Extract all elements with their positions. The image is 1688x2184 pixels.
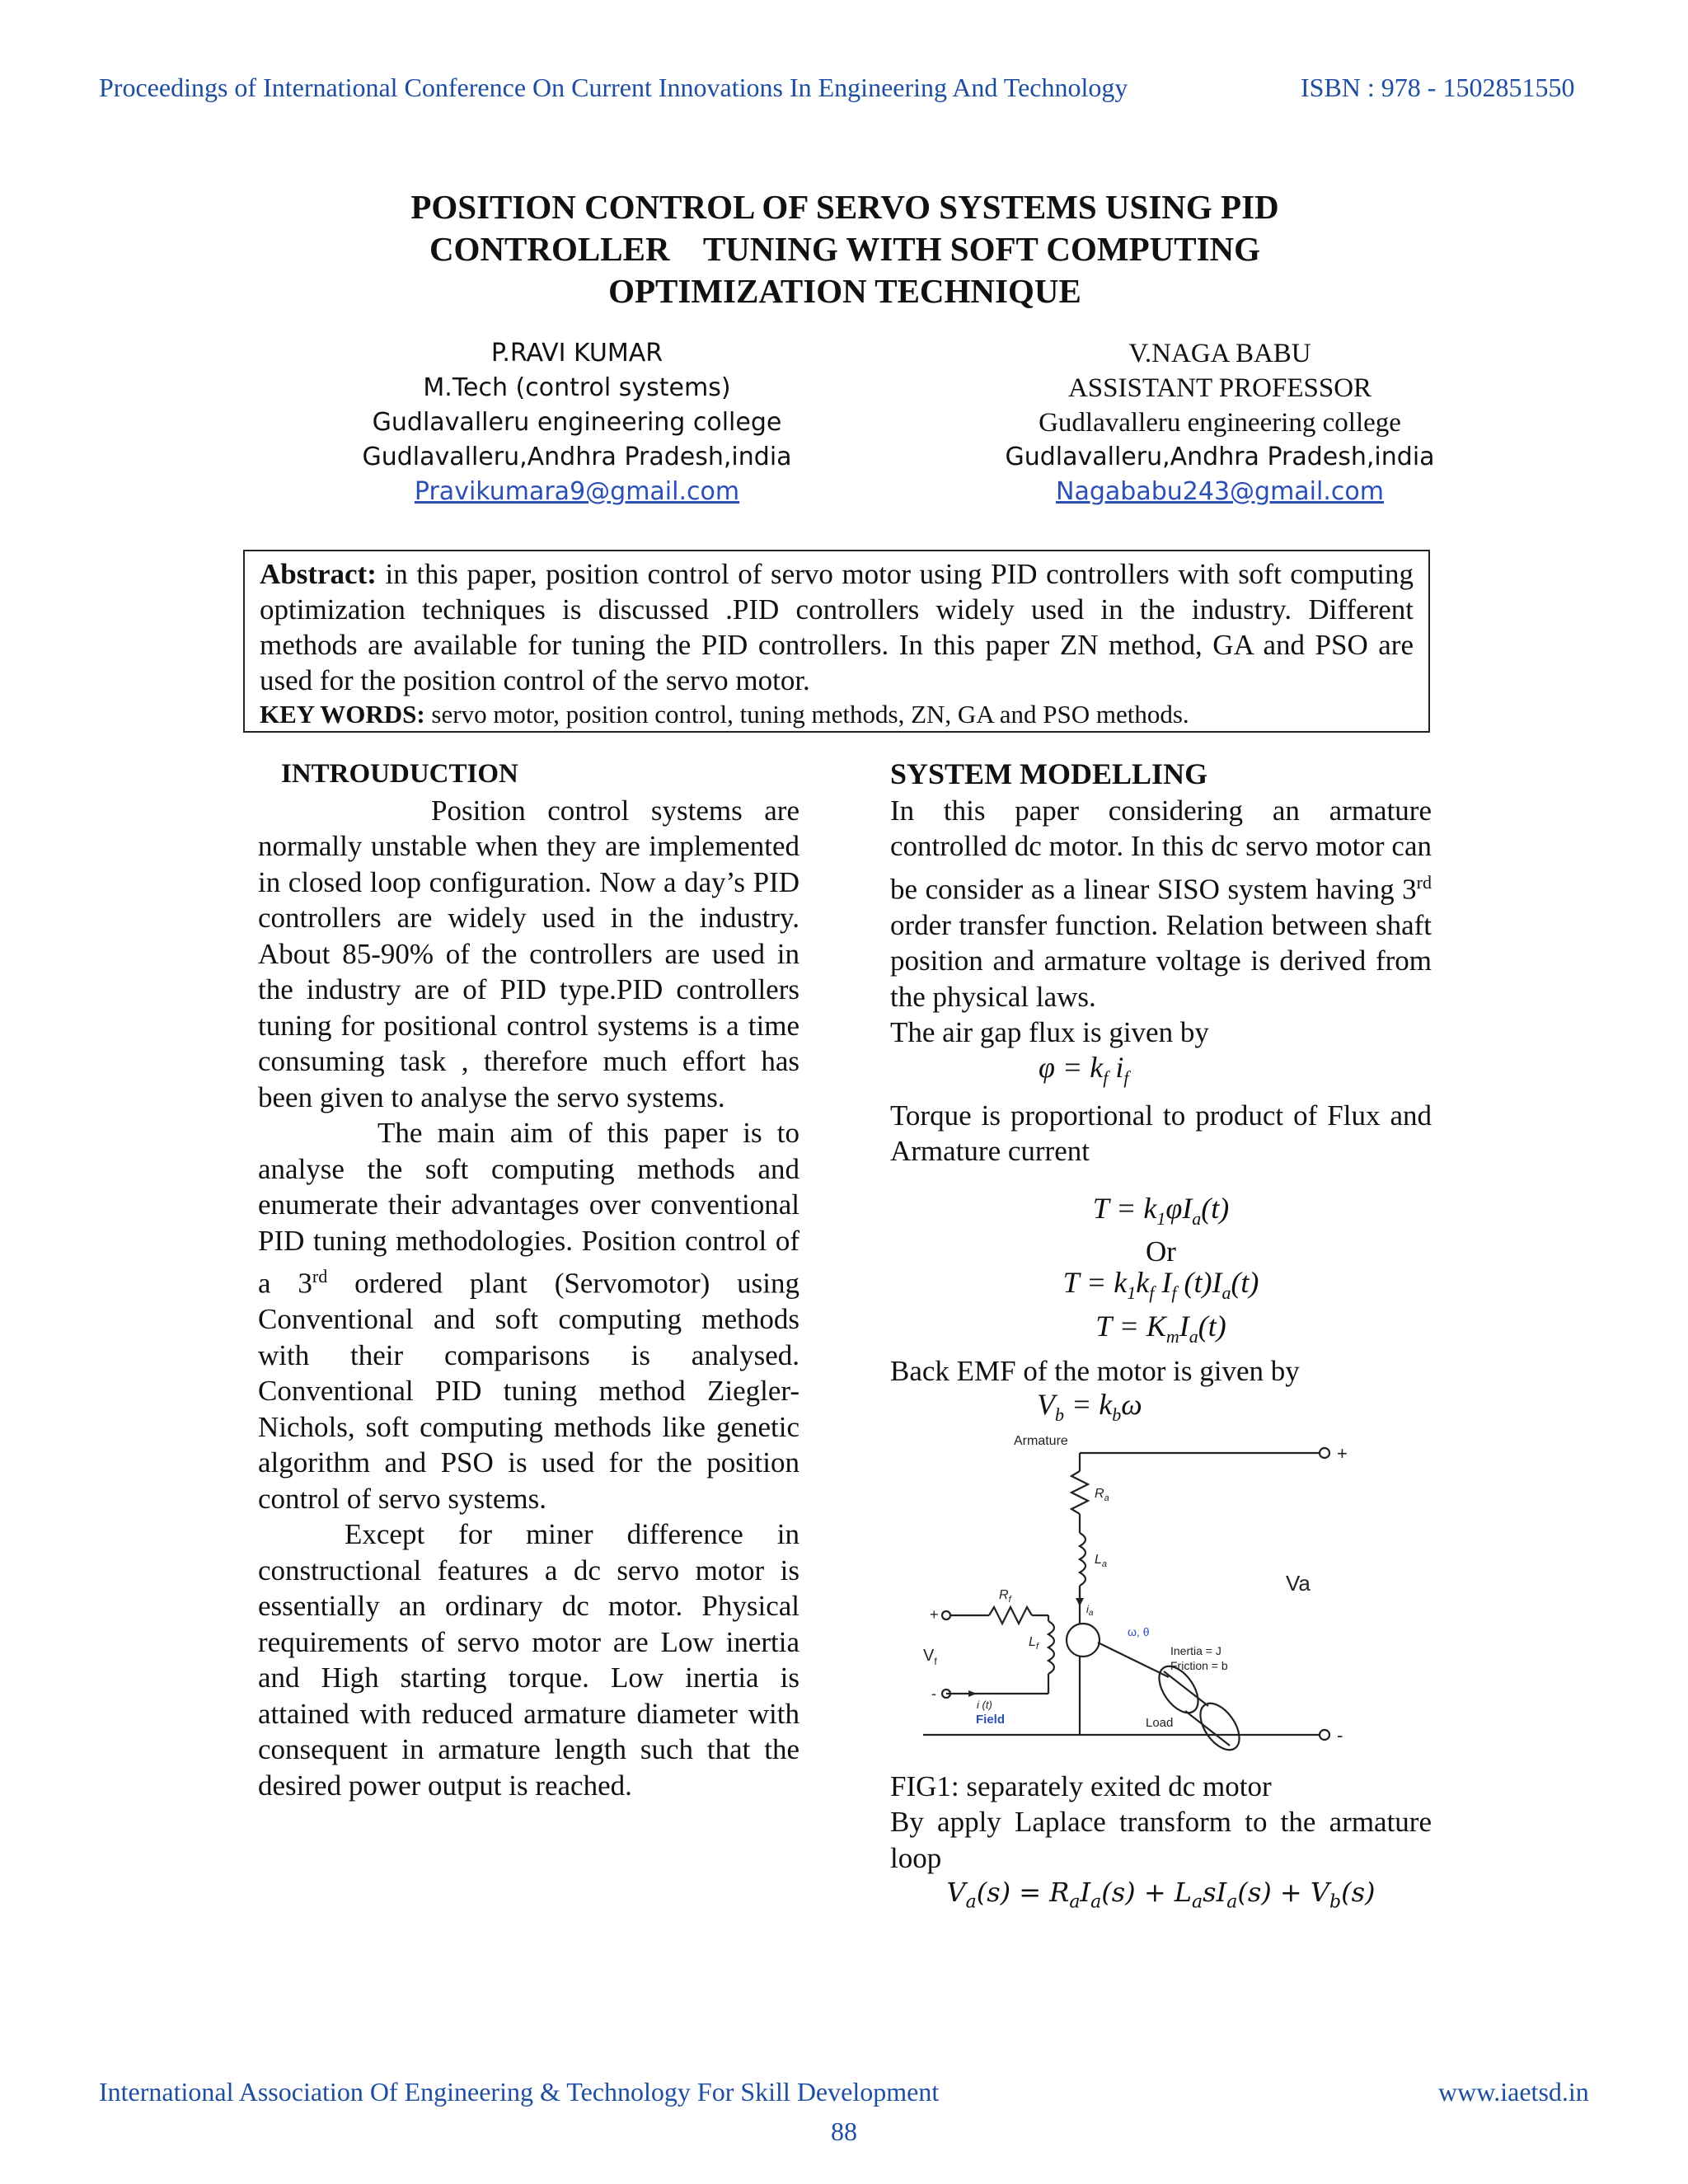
running-header-isbn: ISBN : 978 - 1502851550	[1301, 73, 1575, 102]
abstract-label: Abstract:	[260, 558, 377, 590]
introduction-heading: INTROUDUCTION	[281, 759, 518, 789]
author-location: Gudlavalleru,Andhra Pradesh,india	[362, 443, 792, 471]
left-column	[258, 757, 799, 1803]
author-email-link[interactable]: Nagababu243@gmail.com	[1056, 477, 1384, 506]
figure-label-field-minus: -	[931, 1685, 936, 1703]
or-label: Or	[1146, 1235, 1176, 1268]
page-number: 88	[831, 2116, 857, 2146]
abstract-box	[243, 550, 1430, 733]
figure-label-field: Field	[976, 1713, 1006, 1727]
paragraph-text: ordered plant (Servomotor) using Conventional and soft computing methods with their comparisons is analysed. Conventional PID tuning method Ziegler-Nichols, soft computing methods like genetic algorithm and PSO is used for the position control of servo systems.	[258, 1267, 799, 1515]
figure-label-field-plus: +	[930, 1606, 939, 1624]
paragraph-text: The main aim of this paper is to analyse the soft computing methods and enumerate their advantages over conventional PID tuning methodologies. Position control of a 3	[258, 1117, 799, 1300]
paper-title	[247, 186, 1442, 312]
author-role: M.Tech (control systems)	[423, 373, 731, 402]
superscript: rd	[312, 1266, 328, 1286]
superscript: rd	[1416, 871, 1432, 893]
equation-laplace: $V_a(s) = R_aI_a(s) + L_asI_a(s) + V_b(s)$	[946, 1877, 1376, 1913]
author-college: Gudlavalleru engineering college	[1039, 408, 1401, 438]
author-block-1	[313, 336, 841, 509]
figure-label-ia: $i_a$	[1086, 1603, 1094, 1619]
introduction-paragraph-2	[258, 1115, 799, 1516]
running-header-proceedings: Proceedings of International Conference On Current Innovations In Engineering And Technology	[99, 73, 1128, 102]
author-location: Gudlavalleru,Andhra Pradesh,india	[1005, 443, 1435, 471]
equation-back-emf: $V_b = k_b\omega$	[1037, 1387, 1142, 1426]
introduction-paragraph-3: Except for miner difference in constructional features a dc servo motor is essentially an ordinary dc motor. Physical requirements of servo motor are Low inertia and High starting torque. Low inertia is attained with reduced armature diameter with consequent in armature length such that the desired power output is reached.	[258, 1518, 799, 1802]
dc-motor-circuit-figure	[907, 1430, 1401, 1760]
keywords-line	[260, 698, 1414, 731]
torque-intro: Torque is proportional to product of Flux and Armature current	[890, 1099, 1432, 1168]
author-email-link[interactable]: Pravikumara9@gmail.com	[414, 477, 740, 506]
figure-label-omega-theta: ω, θ	[1128, 1625, 1150, 1639]
paragraph-text: In this paper considering an armature controlled dc motor. In this dc servo motor can be consider as a linear SISO system having 3	[890, 794, 1432, 906]
figure-label-la: $L_a$	[1095, 1553, 1108, 1570]
title-line: POSITION CONTROL OF SERVO SYSTEMS USING PID	[410, 188, 1279, 226]
figure-label-load: Load	[1146, 1716, 1174, 1731]
equation-flux: $\varphi = k_f$ $i_f$	[1039, 1050, 1129, 1088]
author-college: Gudlavalleru engineering college	[372, 408, 782, 437]
figure-label-lf: $L_f$	[1029, 1635, 1039, 1652]
modelling-heading: SYSTEM MODELLING	[890, 757, 1208, 790]
title-line: OPTIMIZATION TECHNIQUE	[608, 272, 1081, 310]
title-line: CONTROLLER TUNING WITH SOFT COMPUTING	[429, 230, 1261, 268]
abstract-paragraph	[260, 556, 1414, 698]
footer-association: International Association Of Engineering & Technology For Skill Development	[99, 2077, 940, 2107]
figure-label-plus: +	[1337, 1443, 1348, 1465]
right-column	[890, 757, 1432, 1919]
equation-torque-3: $T = K_mI_a(t)$	[1095, 1310, 1226, 1347]
figure-label-ra: $R_a$	[1095, 1487, 1109, 1504]
keywords-label: KEY WORDS:	[260, 700, 425, 729]
laplace-intro: By apply Laplace transform to the armature loop	[890, 1806, 1432, 1874]
figure-label-va: Va	[1286, 1571, 1311, 1596]
author-name: P.RAVI KUMAR	[490, 339, 663, 368]
author-block-2	[956, 336, 1484, 509]
figure-label-field-current: i (t)	[977, 1699, 992, 1712]
abstract-text: in this paper, position control of servo motor using PID controllers with soft computing optimization techniques is discussed .PID controllers widely used in the industry. Different methods are available for tuning the PID controllers. In this paper ZN method, GA and PSO are used for the position control of the servo motor.	[260, 558, 1414, 696]
figure-caption: FIG1: separately exited dc motor	[890, 1769, 1272, 1802]
flux-intro: The air gap flux is given by	[890, 1016, 1209, 1049]
equation-torque-1: $T = k_1\varphi I_a(t)$	[1092, 1191, 1230, 1230]
modelling-paragraph-1	[890, 793, 1432, 1015]
figure-label-rf: $R_f$	[999, 1588, 1011, 1605]
footer-website-link[interactable]: www.iaetsd.in	[1438, 2077, 1589, 2107]
figure-label-armature: Armature	[1014, 1434, 1068, 1449]
author-name: V.NAGA BABU	[1128, 339, 1311, 368]
keywords-text: servo motor, position control, tuning methods, ZN, GA and PSO methods.	[424, 700, 1189, 729]
paragraph-text: order transfer function. Relation between shaft position and armature voltage is derived from the physical laws.	[890, 908, 1432, 1013]
figure-label-vf: $V_f$	[923, 1647, 937, 1668]
figure-label-friction: Friction = b	[1170, 1659, 1228, 1673]
figure-label-minus: -	[1337, 1725, 1343, 1746]
equation-torque-2: $T = k_1k_f$ $I_f$ $(t)I_a(t)$	[1062, 1266, 1259, 1304]
figure-label-inertia: Inertia = J	[1170, 1644, 1221, 1658]
emf-intro: Back EMF of the motor is given by	[890, 1355, 1300, 1388]
introduction-paragraph-1: Position control systems are normally unstable when they are implemented in closed loop configuration. Now a day’s PID controllers are widely used in the industry. About 85-90% of the controllers are used in the industry are of PID type.PID controllers tuning for positional control systems is a time consuming task , therefore much effort has been given to analyse the servo systems.	[258, 794, 799, 1113]
author-role: ASSISTANT PROFESSOR	[1067, 373, 1372, 403]
